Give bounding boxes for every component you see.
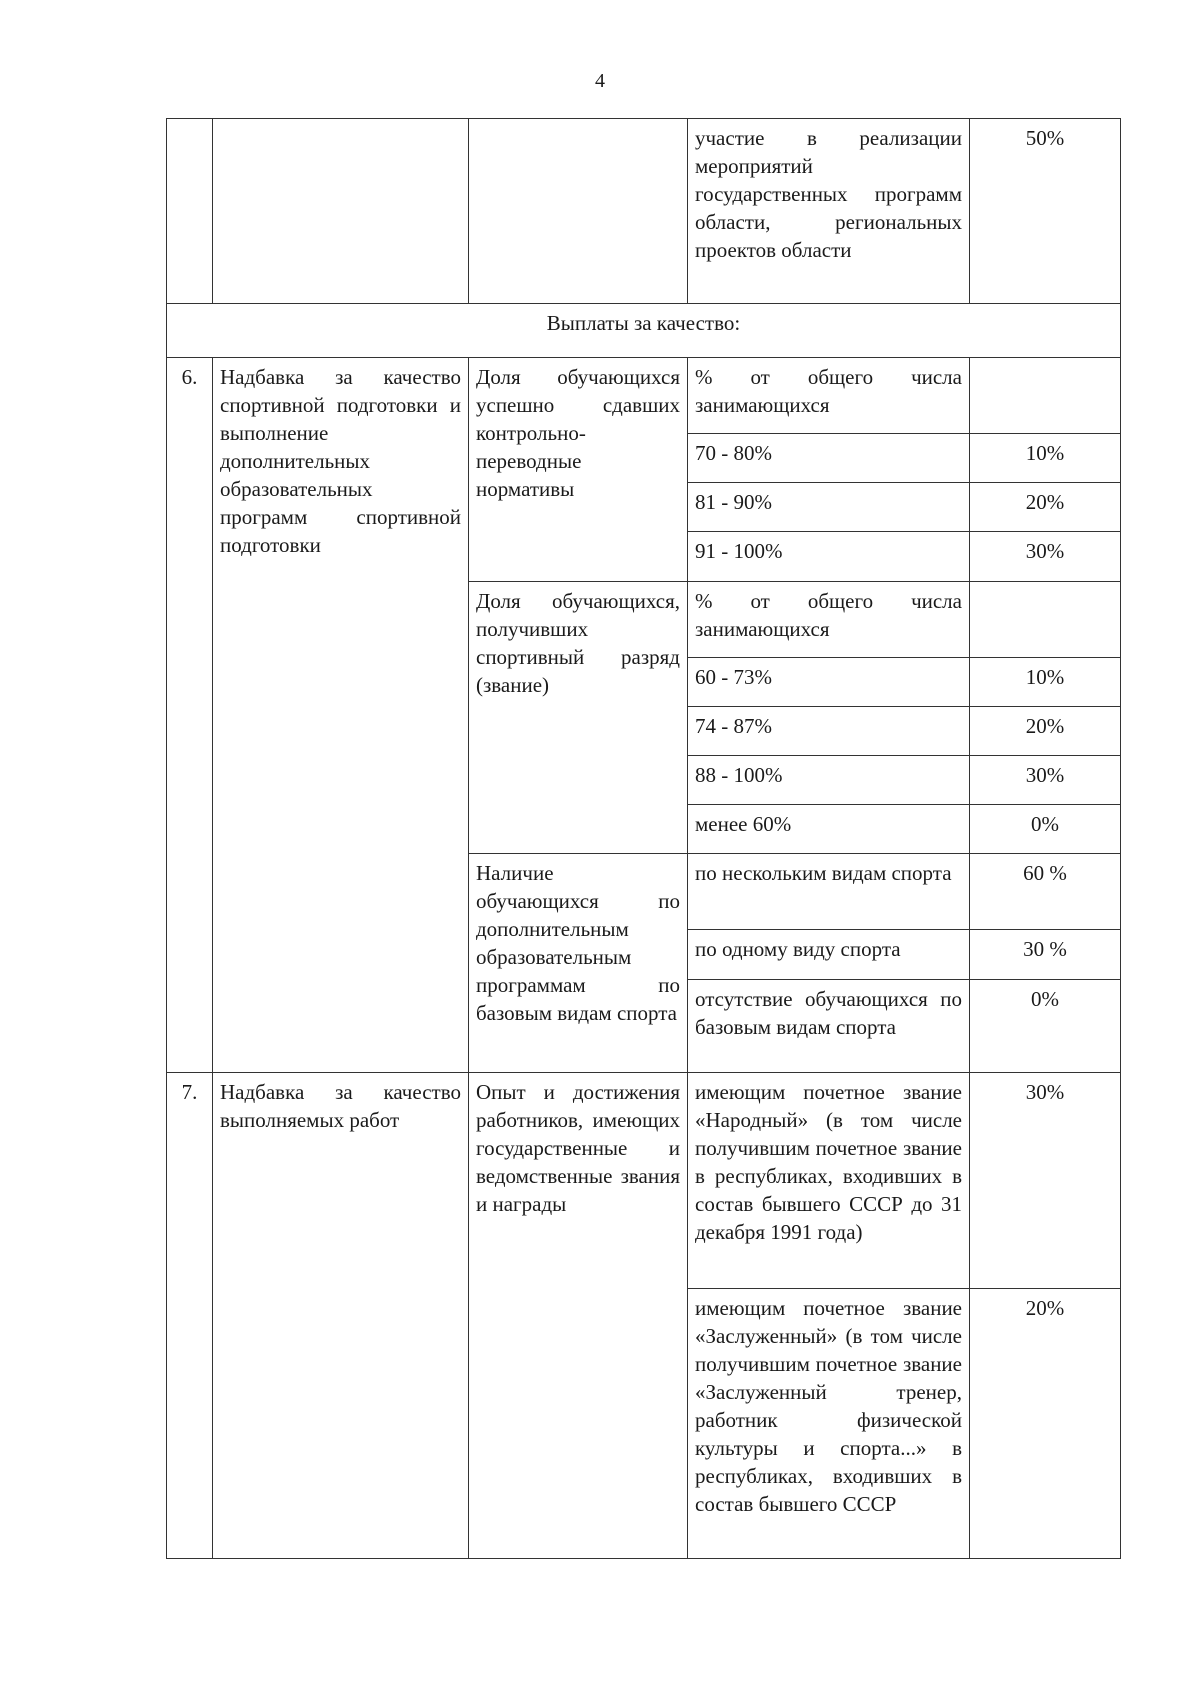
- value-cell: 30 %: [970, 930, 1121, 980]
- range-cell: 60 - 73%: [688, 658, 970, 707]
- range-cell: 88 - 100%: [688, 756, 970, 805]
- criterion-cell: участие в реализации мероприятий государственных программ области, региональных проектов области: [688, 119, 970, 304]
- page-number: 4: [595, 70, 605, 92]
- value-cell: 30%: [970, 1073, 1121, 1289]
- value-cell: 0%: [970, 805, 1121, 854]
- range-cell: 91 - 100%: [688, 532, 970, 582]
- indicator-cell: Опыт и достижения работников, имеющих государственные и ведомственные звания и награды: [469, 1073, 688, 1559]
- value-cell: 20%: [970, 707, 1121, 756]
- value-cell-empty: [970, 358, 1121, 434]
- range-cell: 74 - 87%: [688, 707, 970, 756]
- criterion-header: % от общего числа занимающихся: [688, 582, 970, 658]
- section-title: Выплаты за качество:: [167, 304, 1121, 358]
- criterion-header: % от общего числа занимающихся: [688, 358, 970, 434]
- table-row: [167, 358, 1121, 434]
- value-cell: 30%: [970, 756, 1121, 805]
- indicator-cell: Доля обучающихся, получивших спортивный разряд (звание): [469, 582, 688, 854]
- value-cell: 10%: [970, 434, 1121, 483]
- row-number: 6.: [167, 358, 213, 1073]
- cell-indicator-empty: [469, 119, 688, 304]
- value-cell: 20%: [970, 1289, 1121, 1559]
- payment-name: Надбавка за качество спортивной подготовки и выполнение дополнительных образовательных программ спортивной подготовки: [213, 358, 469, 1073]
- payment-name: Надбавка за качество выполняемых работ: [213, 1073, 469, 1559]
- table-row: [167, 1073, 1121, 1289]
- value-cell: 0%: [970, 980, 1121, 1073]
- value-cell: 60 %: [970, 854, 1121, 930]
- value-cell: 30%: [970, 532, 1121, 582]
- range-cell: по одному виду спорта: [688, 930, 970, 980]
- value-cell: 50%: [970, 119, 1121, 304]
- row-number: 7.: [167, 1073, 213, 1559]
- indicator-cell: Наличие обучающихся по дополнительным образовательным программам по базовым видам спорта: [469, 854, 688, 1073]
- section-header-row: [167, 304, 1121, 358]
- cell-num-empty: [167, 119, 213, 304]
- range-cell: 70 - 80%: [688, 434, 970, 483]
- range-cell: 81 - 90%: [688, 483, 970, 532]
- criterion-cell: имеющим почетное звание «Народный» (в том числе получившим почетное звание в республиках, входивших в состав бывшего СССР до 31 декабря 1991 года): [688, 1073, 970, 1289]
- range-cell: менее 60%: [688, 805, 970, 854]
- value-cell: 10%: [970, 658, 1121, 707]
- criterion-cell: имеющим почетное звание «Заслуженный» (в том числе получившим почетное звание «Заслуженный тренер, работник физической культуры и спорта...» в республиках, входивших в состав бывшего СССР: [688, 1289, 970, 1559]
- cell-name-empty: [213, 119, 469, 304]
- value-cell-empty: [970, 582, 1121, 658]
- range-cell: по нескольким видам спорта: [688, 854, 970, 930]
- payments-table: [166, 118, 1121, 1559]
- indicator-cell: Доля обучающихся успешно сдавших контрольно-переводные нормативы: [469, 358, 688, 582]
- value-cell: 20%: [970, 483, 1121, 532]
- range-cell: отсутствие обучающихся по базовым видам спорта: [688, 980, 970, 1073]
- table-row-continued: [167, 119, 1121, 304]
